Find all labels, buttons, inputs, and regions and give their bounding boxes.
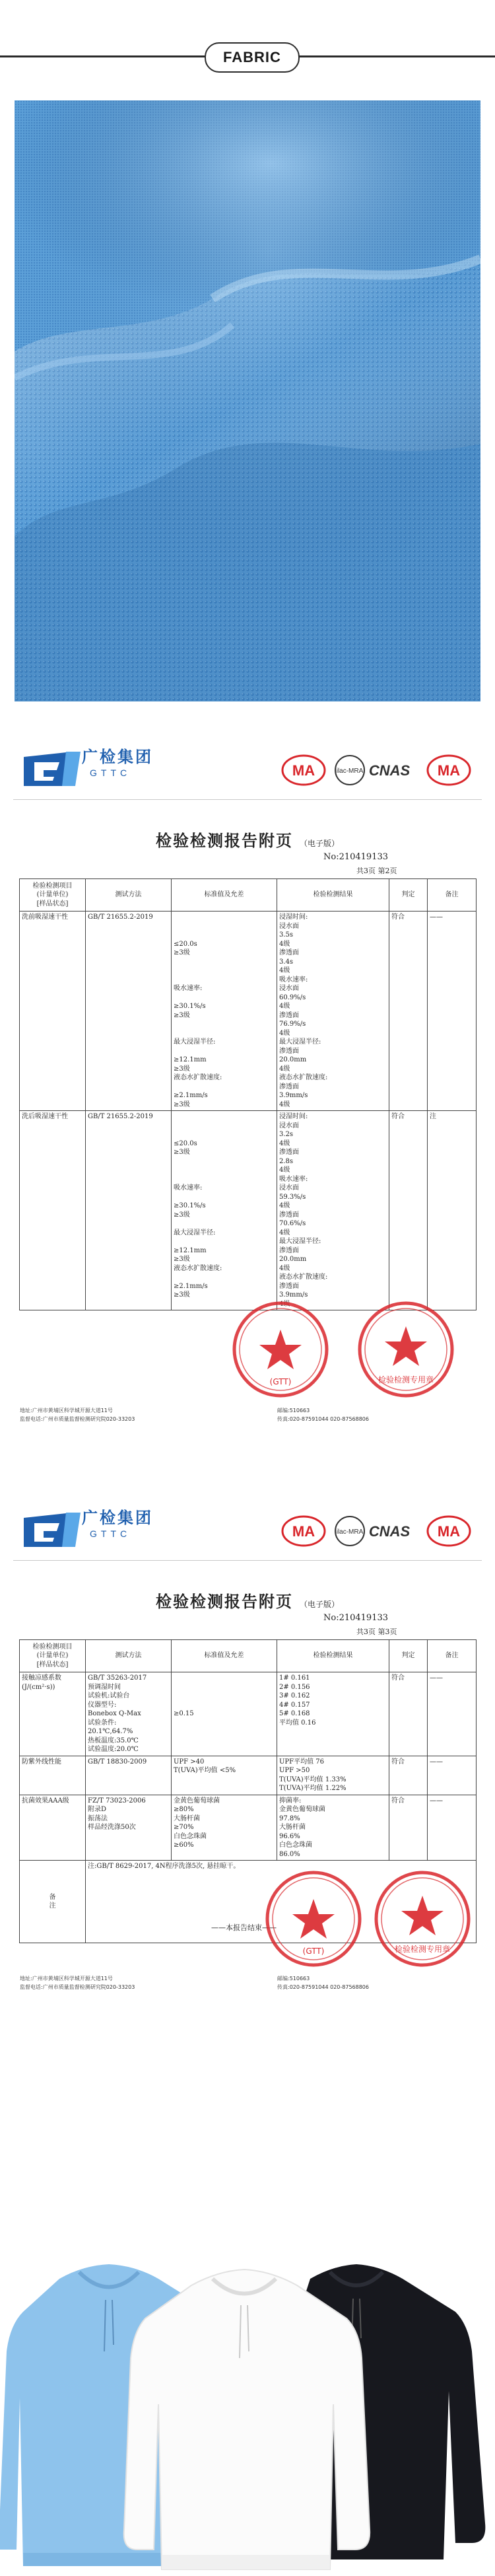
report-footer-address: 地址:广州市黄埔区科学城开源大道11号 监督电话:广州市质量监督检测研究院020-33203: [20, 1408, 135, 1422]
table-header-row: [20, 879, 477, 912]
report-edition: （电子版）: [299, 1600, 339, 1609]
table-row: [20, 912, 477, 1111]
test-item: 防紫外线性能: [20, 1756, 86, 1795]
test-method: GB/T 18830-2009: [86, 1756, 172, 1795]
test-result: 浸湿时间: 浸水面 3.5s 4级 渗透面 3.4s 4级 吸水速率: 浸水面 60.9%/s 4级 渗透面 76.9%/s 4级 最大浸湿半径: 渗透面 20.0mm 4级 液态水扩散速度: 渗透面 3.9mm/s 4级: [277, 912, 389, 1111]
report-page-number: 共3页 第3页: [356, 1628, 397, 1636]
table-row: [20, 1111, 477, 1310]
column-header: 测试方法: [86, 1640, 172, 1672]
brand-name-cn: 广检集团: [82, 1509, 153, 1527]
note-text: 注:GB/T 8629-2017, 4N程序洗涤5次, 悬挂晾干。: [86, 1861, 477, 1943]
report-number-row: [13, 1612, 482, 1626]
report-title: [13, 1589, 482, 1612]
report-footer-contact: 邮编:510663 传真:020-87591044 020-87568806: [277, 1976, 369, 1990]
test-item: 洗后吸湿速干性: [20, 1111, 86, 1310]
report-end-marker: ——本报告结束——: [211, 1923, 277, 1932]
inspection-seal-stamp: [231, 1300, 330, 1399]
column-header: 测试方法: [86, 879, 172, 912]
svg-text:ilac-MRA: ilac-MRA: [336, 1528, 364, 1536]
inspection-seal-stamp: [264, 1869, 363, 1968]
test-method: GB/T 21655.2-2019: [86, 912, 172, 1111]
test-method: GB/T 21655.2-2019: [86, 1111, 172, 1310]
svg-text:MA: MA: [292, 1523, 315, 1540]
accreditation-marks: [279, 1511, 477, 1551]
section-title: FABRIC: [205, 42, 300, 73]
svg-text:CNAS: CNAS: [368, 1523, 411, 1540]
test-method: FZ/T 73023-2006 附录D 振荡法 样品经洗涤50次: [86, 1795, 172, 1861]
table-header-row: [20, 1640, 477, 1672]
test-result: 抑菌率: 金黄色葡萄球菌 97.8% 大肠杆菌 96.6% 白色念珠菌 86.0%: [277, 1795, 389, 1861]
test-item: 抗菌效果AAA级: [20, 1795, 86, 1861]
column-header: 备注: [428, 1640, 477, 1672]
test-report-page-3: [13, 1499, 482, 2173]
column-header: 检验检测项目 (计量单位) [样品状态]: [20, 1640, 86, 1672]
report-header: [13, 1499, 482, 1561]
report-number: No:210419133: [323, 1613, 389, 1623]
test-method: GB/T 35263-2017 预调湿时间 试验机:试验台 仪器型号: Bonebox Q-Max 试验条件: 20.1℃,64.7% 热板温度:35.0℃ 试验温度:20.0℃: [86, 1672, 172, 1756]
column-header: 检验检测项目 (计量单位) [样品状态]: [20, 879, 86, 912]
test-report-page-2: [13, 738, 482, 1445]
standard-value: ≥0.15: [172, 1672, 277, 1756]
test-result: 1# 0.161 2# 0.156 3# 0.162 4# 0.157 5# 0.168 平均值 0.16: [277, 1672, 389, 1756]
report-number-row: [13, 851, 482, 865]
svg-text:ilac-MRA: ilac-MRA: [336, 768, 364, 775]
report-page-row: [13, 865, 482, 878]
test-result: UPF平均值 76 UPF >50 T(UVA)平均值 1.33% T(UVA)平均值 1.22%: [277, 1756, 389, 1795]
standard-value: ≤20.0s ≥3级 吸水速率: ≥30.1%/s ≥3级 最大浸湿半径: ≥12.1mm ≥3级 液态水扩散速度: ≥2.1mm/s ≥3级: [172, 912, 277, 1111]
standard-value: 金黄色葡萄球菌 ≥80% 大肠杆菌 ≥70% 白色念珠菌 ≥60%: [172, 1795, 277, 1861]
table-row: [20, 1672, 477, 1756]
verdict: 符合: [389, 1111, 428, 1310]
standard-value: ≤20.0s ≥3级 吸水速率: ≥30.1%/s ≥3级 最大浸湿半径: ≥12.1mm ≥3级 液态水扩散速度: ≥2.1mm/s ≥3级: [172, 1111, 277, 1310]
accreditation-marks: [279, 750, 477, 790]
column-header: 判定: [389, 879, 428, 912]
fabric-header: [0, 0, 495, 99]
test-item: 接触凉感系数 (J/(cm²·s)): [20, 1672, 86, 1756]
brand-name-cn: 广检集团: [82, 748, 153, 766]
remark: 注: [428, 1111, 477, 1310]
standard-value: UPF >40 T(UVA)平均值 <5%: [172, 1756, 277, 1795]
remark: ——: [428, 912, 477, 1111]
column-header: 判定: [389, 1640, 428, 1672]
report-table: [19, 878, 477, 1310]
report-number: No:210419133: [323, 852, 389, 862]
svg-text:检验检测专用章: 检验检测专用章: [394, 1945, 451, 1954]
table-row: [20, 1795, 477, 1861]
remark: ——: [428, 1756, 477, 1795]
table-row: [20, 1756, 477, 1795]
verdict: 符合: [389, 1672, 428, 1756]
report-edition: （电子版）: [299, 839, 339, 848]
svg-text:MA: MA: [292, 762, 315, 779]
fabric-closeup-image: [15, 100, 480, 701]
column-header: 检验检测结果: [277, 879, 389, 912]
inspection-seal-stamp: [373, 1869, 472, 1968]
report-title-text: 检验检测报告附页: [155, 831, 293, 850]
brand-name-en: GTTC: [90, 1528, 131, 1539]
verdict: 符合: [389, 1795, 428, 1861]
report-footer-address: 地址:广州市黄埔区科学城开源大道11号 监督电话:广州市质量监督检测研究院020-33203: [20, 1976, 135, 1990]
svg-text:(GTT): (GTT): [302, 1947, 325, 1956]
svg-text:MA: MA: [437, 1523, 461, 1540]
remark: ——: [428, 1795, 477, 1861]
note-label: 备 注: [20, 1861, 86, 1943]
column-header: 标准值及允差: [172, 879, 277, 912]
verdict: 符合: [389, 912, 428, 1111]
report-title-text: 检验检测报告附页: [155, 1592, 293, 1611]
brand-name-en: GTTC: [90, 768, 131, 778]
test-item: 洗前吸湿速干性: [20, 912, 86, 1111]
column-header: 检验检测结果: [277, 1640, 389, 1672]
column-header: 标准值及允差: [172, 1640, 277, 1672]
inspection-seal-stamp: [356, 1300, 455, 1399]
svg-text:(GTT): (GTT): [269, 1377, 292, 1386]
verdict: 符合: [389, 1756, 428, 1795]
svg-text:MA: MA: [437, 762, 461, 779]
report-page-row: [13, 1626, 482, 1639]
svg-text:CNAS: CNAS: [368, 762, 411, 779]
remark: ——: [428, 1672, 477, 1756]
report-header: [13, 738, 482, 800]
product-colorways-image: [0, 2219, 495, 2573]
test-result: 浸湿时间: 浸水面 3.2s 4级 渗透面 2.8s 4级 吸水速率: 浸水面 59.3%/s 4级 渗透面 70.6%/s 4级 最大浸湿半径: 渗透面 20.0mm 4级 液态水扩散速度: 渗透面 3.9mm/s 4级: [277, 1111, 389, 1310]
svg-text:检验检测专用章: 检验检测专用章: [378, 1375, 434, 1384]
report-footer-contact: 邮编:510663 传真:020-87591044 020-87568806: [277, 1408, 369, 1422]
column-header: 备注: [428, 879, 477, 912]
report-title: [13, 828, 482, 851]
report-page-number: 共3页 第2页: [356, 867, 397, 875]
